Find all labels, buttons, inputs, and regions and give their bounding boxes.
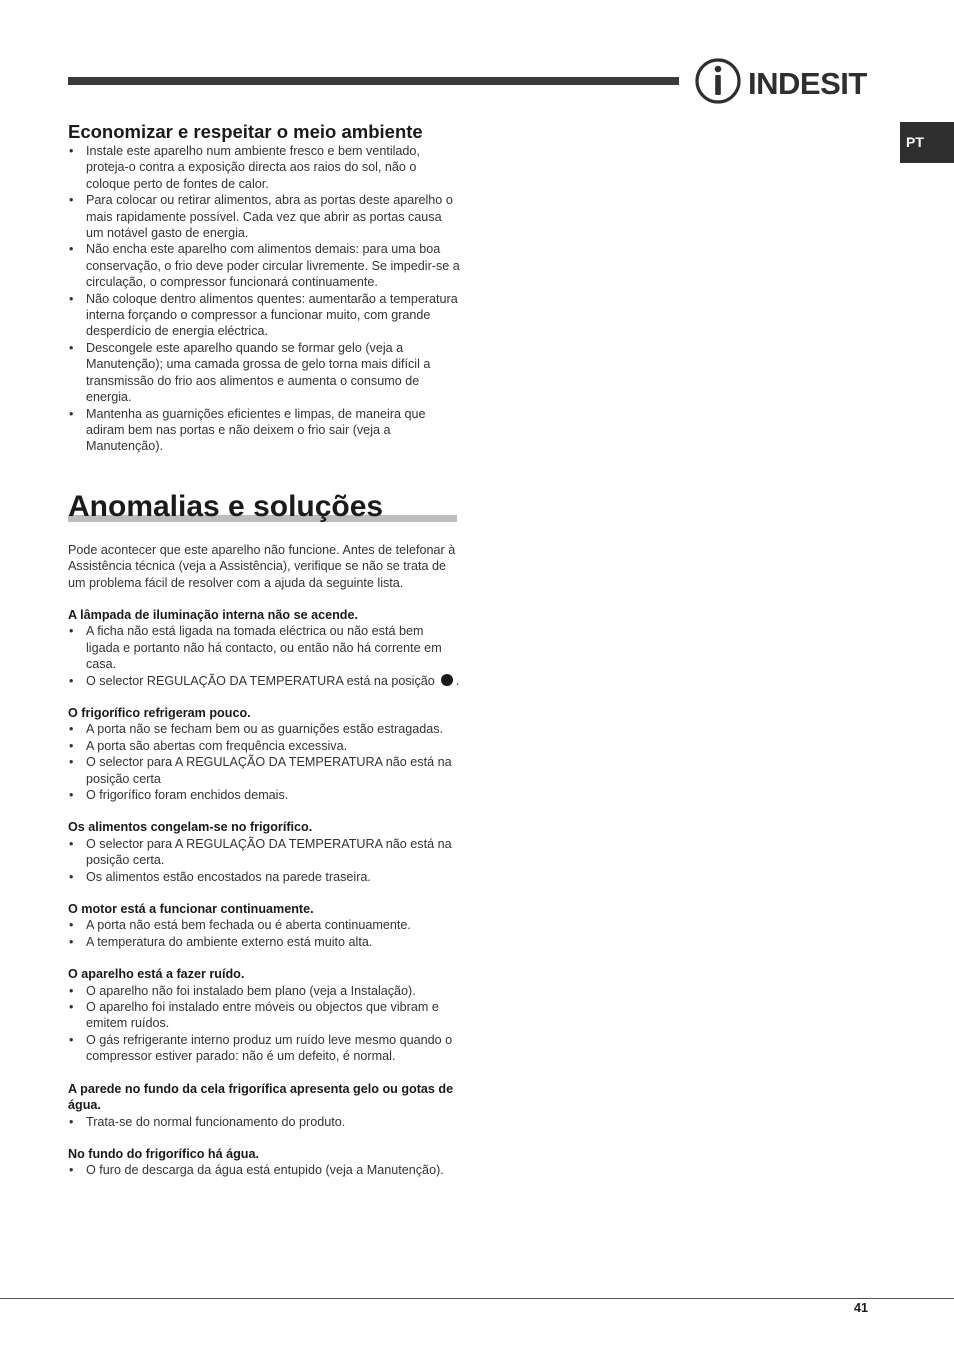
list-item-suffix: . [455, 673, 460, 688]
page-number: 41 [853, 1301, 868, 1315]
list-item [68, 673, 460, 689]
list-item-text: A temperatura do ambiente externo está muito alta. [86, 934, 373, 949]
list-item-text: O aparelho foi instalado entre móveis ou objectos que vibram e emitem ruídos. [86, 1000, 439, 1031]
list-item [68, 999, 460, 1032]
list-item [68, 623, 460, 672]
list-item: • Descongele este aparelho quando se formar gelo (veja a Manutenção); uma camada grossa de gelo torna mais difícil a transmissão do frio aos alimentos e aumenta o consumo de energia. [68, 340, 460, 406]
list-item-text: A porta não se fecham bem ou as guarnições estão estragadas. [86, 722, 444, 737]
list-item-text: O selector REGULAÇÃO DA TEMPERATURA está na posição [86, 673, 435, 688]
list-item [68, 869, 460, 885]
list-item: • Para colocar ou retirar alimentos, abra as portas deste aparelho o mais rapidamente possível. Cada vez que abrir as portas causa um notável gasto de energia. [68, 192, 460, 241]
anomaly-section [68, 819, 460, 885]
list-item [68, 738, 460, 754]
list-item [68, 917, 460, 933]
indesit-logo [694, 56, 870, 106]
list-item-text: O frigorífico foram enchidos demais. [86, 788, 289, 802]
list-item: • Instale este aparelho num ambiente fresco e bem ventilado, proteja-o contra a exposição directa aos raios do sol, não o coloque perto de fontes de calor. [68, 143, 460, 192]
list-item [68, 1114, 460, 1130]
anomalies-heading: Anomalias e soluções [68, 489, 384, 523]
list-item-text: A porta são abertas com frequência excessiva. [86, 738, 348, 753]
section-title: O motor está a funcionar continuamente. [68, 902, 314, 917]
section-title: A lâmpada de iluminação interna não se acende. [68, 607, 358, 622]
economy-heading: Economizar e respeitar o meio ambiente [68, 121, 423, 142]
section-title: Os alimentos congelam-se no frigorífico. [68, 820, 313, 835]
list-item-text: O furo de descarga da água está entupido (veja a Manutenção). [86, 1163, 444, 1178]
list-item [68, 836, 460, 869]
svg-text:INDESIT: INDESIT [748, 66, 867, 101]
anomalies-heading-block [68, 488, 460, 526]
list-item [68, 721, 460, 737]
anomaly-section [68, 607, 460, 689]
list-item-text: A ficha não está ligada na tomada eléctrica ou não está bem ligada e portanto não há contacto, ou então não há corrente em casa. [86, 624, 442, 672]
anomalies-intro: Pode acontecer que este aparelho não funcione. Antes de telefonar à Assistência técnica (veja a Assistência), verifique se não se trata de um problema fácil de resolver com a ajuda da seguinte lista. [68, 542, 456, 590]
list-item [68, 1162, 460, 1178]
list-item [68, 754, 460, 787]
list-item [68, 787, 460, 803]
list-item [68, 934, 460, 950]
list-item-text: O selector para A REGULAÇÃO DA TEMPERATURA não está na posição certa [86, 755, 452, 786]
list-item-text: A porta não está bem fechada ou é aberta continuamente. [86, 918, 411, 933]
anomaly-section [68, 901, 460, 950]
content-column [68, 121, 460, 1179]
header-rule [68, 77, 679, 85]
list-item [68, 983, 460, 999]
anomaly-section [68, 705, 460, 803]
section-list [68, 836, 460, 885]
list-item-text: O selector para A REGULAÇÃO DA TEMPERATURA não está na posição certa. [86, 836, 452, 868]
section-list [68, 721, 460, 803]
section-list [68, 1114, 460, 1130]
anomaly-section [68, 966, 460, 1064]
section-title: O frigorífico refrigeram pouco. [68, 705, 251, 720]
list-item-text: Trata-se do normal funcionamento do produto. [86, 1114, 346, 1129]
anomaly-section [68, 1081, 460, 1130]
list-item-text: O aparelho não foi instalado bem plano (veja a Instalação). [86, 983, 416, 998]
section-title: O aparelho está a fazer ruído. [68, 967, 245, 982]
list-item-text: O gás refrigerante interno produz um ruído leve mesmo quando o compressor estiver parado: não é um defeito, é normal. [86, 1032, 453, 1064]
section-list [68, 917, 460, 950]
list-item-text: Os alimentos estão encostados na parede traseira. [86, 869, 371, 884]
section-list [68, 983, 460, 1065]
economy-list [68, 143, 460, 455]
section-list [68, 623, 460, 689]
list-item: • Não encha este aparelho com alimentos demais: para uma boa conservação, o frio deve poder circular livremente. Se impedir-se a circulação, o compressor funcionará continuamente. [68, 241, 460, 290]
section-title: A parede no fundo da cela frigorífica apresenta gelo ou gotas de água. [68, 1081, 454, 1113]
list-item: • Mantenha as guarnições eficientes e limpas, de maneira que adiram bem nas portas e não deixem o frio sair (veja a Manutenção). [68, 406, 460, 455]
anomaly-sections [68, 607, 460, 1179]
language-tab: PT [900, 122, 954, 163]
section-list [68, 1162, 460, 1178]
footer-rule [0, 1298, 954, 1299]
section-title: No fundo do frigorífico há água. [68, 1146, 259, 1161]
anomaly-section [68, 1146, 460, 1179]
list-item: • Não coloque dentro alimentos quentes: aumentarão a temperatura interna forçando o compressor a funcionar muito, com grande desperdício de energia eléctrica. [68, 291, 460, 340]
list-item [68, 1032, 460, 1065]
filled-circle-icon [441, 674, 453, 686]
